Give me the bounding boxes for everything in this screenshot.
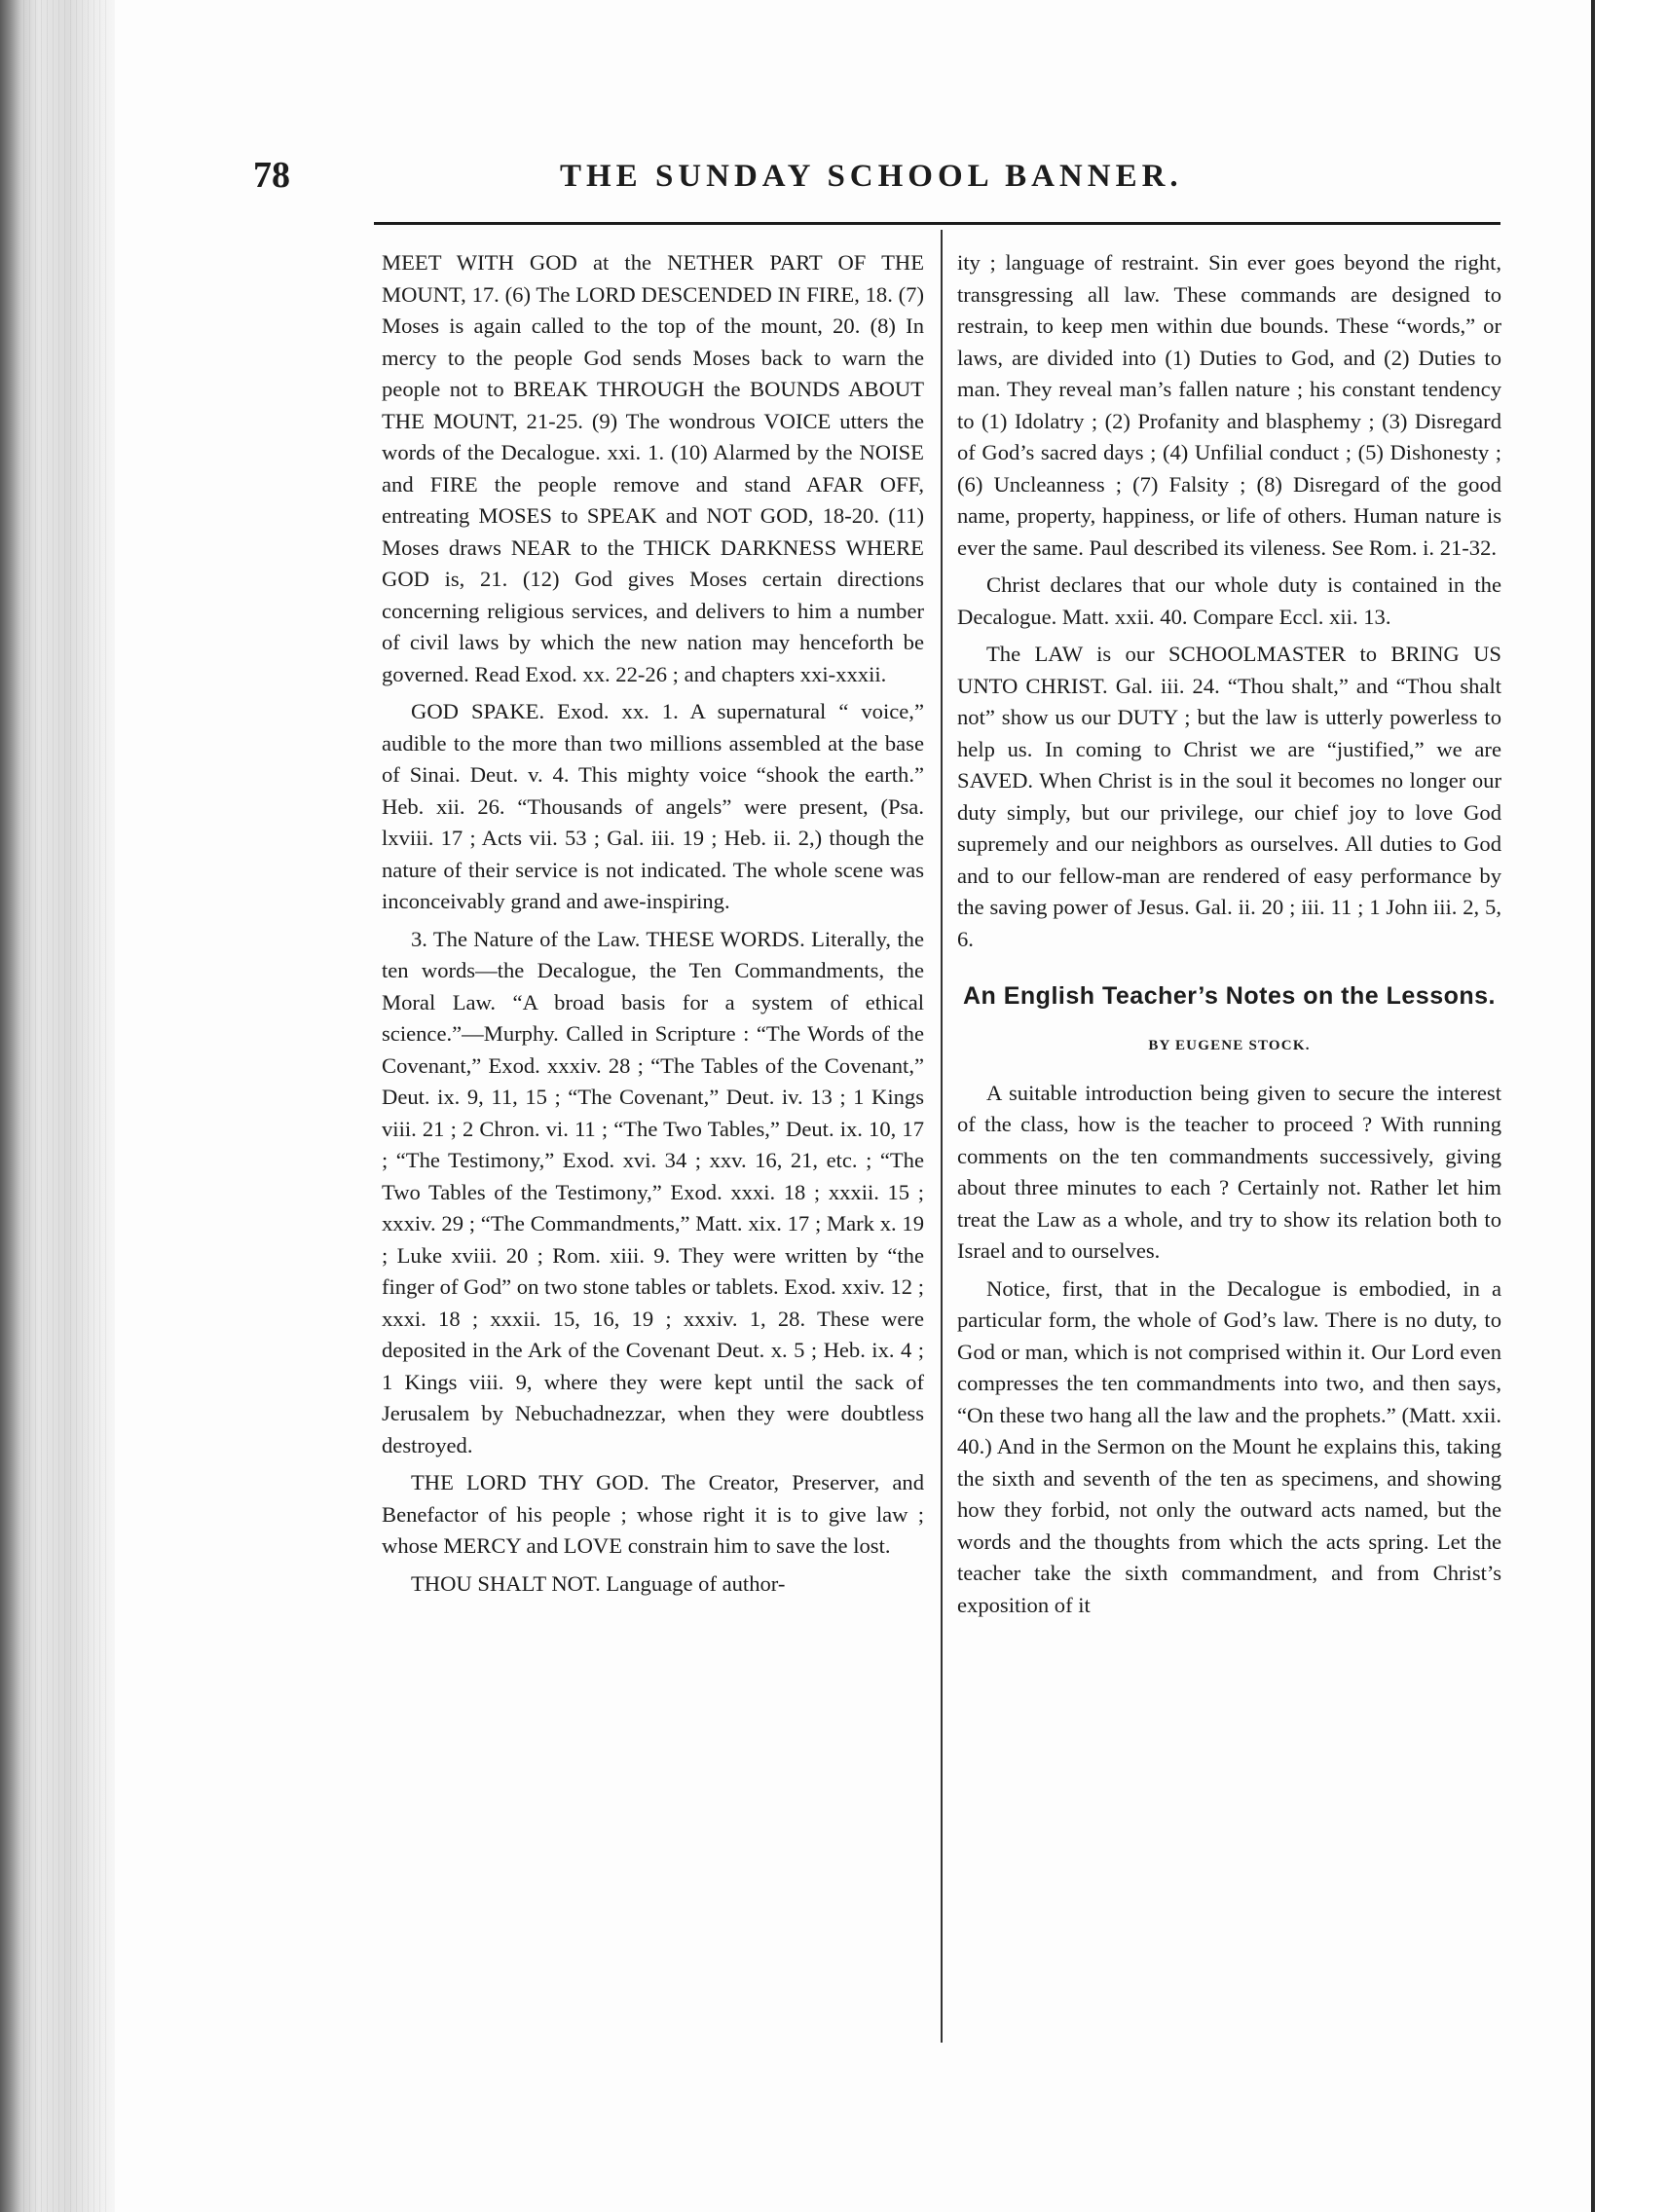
page-right-edge xyxy=(1591,0,1595,2212)
paragraph: THOU SHALT NOT. Language of author- xyxy=(411,1570,786,1596)
paragraph: The LAW is our SCHOOLMASTER to BRING US UNTO CHRIST. Gal. iii. 24. “Thou shalt,” and “Thou shalt not” show us our DUTY ; but the law is utterly powerless to help us. In coming to Christ we are “justified,” we are SAVED. When Christ is in the soul it becomes no longer our duty simply, but our privilege, our chief joy to love God supremely and our neighbors as ourselves. All duties to God and to our fellow-man are rendered of easy performance by the saving power of Jesus. Gal. ii. 20 ; iii. 11 ; 1 John iii. 2, 5, 6. xyxy=(957,642,1501,951)
paragraph: Christ declares that our whole duty is contained in the Decalogue. Matt. xxii. 40. Compare Eccl. xii. 13. xyxy=(957,572,1501,629)
article-title: An English Teacher’s Notes on the Lessons. xyxy=(962,982,1497,1010)
page-edges xyxy=(23,0,111,2212)
paragraph: THE LORD THY GOD. The Creator, Preserver, and Benefactor of his people ; whose right it is to give law ; whose MERCY and LOVE constrain him to save the lost. xyxy=(382,1470,924,1558)
book-spine xyxy=(0,0,115,2212)
right-column xyxy=(957,247,1501,1621)
paragraph: MEET WITH GOD at the NETHER PART OF THE MOUNT, 17. (6) The LORD DESCENDED IN FIRE, 18. (7) Moses is again called to the top of the mount, 20. (8) In mercy to the people God sends Moses back to warn the people not to BREAK THROUGH the BOUNDS ABOUT THE MOUNT, 21-25. (9) The wondrous VOICE utters the words of the Decalogue. xxi. 1. (10) Alarmed by the NOISE and FIRE the people remove and stand AFAR OFF, entreating MOSES to SPEAK and NOT GOD, 18-20. (11) Moses draws NEAR to the THICK DARKNESS WHERE GOD is, 21. (12) God gives Moses certain directions concerning religious services, and delivers to him a number of civil laws by which the new nation may henceforth be governed. Read Exod. xx. 22-26 ; and chapters xxi-xxxii. xyxy=(382,250,924,686)
page-number: 78 xyxy=(253,155,290,196)
paragraph: 3. The Nature of the Law. THESE WORDS. Literally, the ten words—the Decalogue, the Ten Commandments, the Moral Law. “A broad basis for a system of ethical science.”—Murphy. Called in Scripture : “The Words of the Covenant,” Exod. xxxiv. 28 ; “The Tables of the Covenant,” Deut. ix. 9, 11, 15 ; “The Covenant,” Deut. iv. 13 ; 1 Kings viii. 21 ; 2 Chron. vi. 11 ; “The Two Tables,” Deut. ix. 10, 17 ; “The Testimony,” Exod. xvi. 34 ; xxv. 16, 21, etc. ; “The Two Tables of the Testimony,” Exod. xxxi. 18 ; xxxii. 15 ; xxxiv. 29 ; “The Commandments,” Matt. xix. 17 ; Mark x. 19 ; Luke xviii. 20 ; Rom. xiii. 9. They were written by “the finger of God” on two stone tables or tablets. Exod. xxiv. 12 ; xxxi. 18 ; xxxii. 15, 16, 19 ; xxxiv. 1, 28. These were deposited in the Ark of the Covenant Deut. x. 5 ; Heb. ix. 4 ; 1 Kings viii. 9, where they were kept until the sack of Jerusalem by Nebuchadnezzar, when they were doubtless destroyed. xyxy=(382,926,924,1457)
running-title: THE SUNDAY SCHOOL BANNER. xyxy=(560,159,1183,194)
paragraph: A suitable introduction being given to secure the interest of the class, how is the teacher to proceed ? With running comments on the ten commandments successively, giving about three minutes to each ? Certainly not. Rather let him treat the Law as a whole, and try to show its relation both to Israel and to ourselves. xyxy=(957,1080,1501,1263)
paragraph: ity ; language of restraint. Sin ever goes beyond the right, transgressing all law. These commands are designed to restrain, to keep men within due bounds. These “words,” or laws, are divided into (1) Duties to God, and (2) Duties to man. They reveal man’s fallen nature ; his constant tendency to (1) Idolatry ; (2) Profanity and blasphemy ; (3) Disregard of God’s sacred days ; (4) Unfilial conduct ; (5) Dishonesty ; (6) Uncleanness ; (7) Falsity ; (8) Disregard of the good name, property, happiness, or life of others. Human nature is ever the same. Paul described its vileness. See Rom. i. 21-32. xyxy=(957,250,1501,560)
left-column xyxy=(382,247,924,1600)
header-rule xyxy=(374,222,1500,225)
paragraph: Notice, first, that in the Decalogue is embodied, in a particular form, the whole of God’s law. There is no duty, to God or man, which is not comprised within it. Our Lord even compresses the ten commandments into two, and then says, “On these two hang all the law and the prophets.” (Matt. xxii. 40.) And in the Sermon on the Mount he explains this, taking the sixth and seventh of the ten as specimens, and showing how they forbid, not only the outward acts named, but the words and the thoughts from which the acts spring. Let the teacher take the sixth commandment, and from Christ’s exposition of it xyxy=(957,1275,1501,1617)
byline: BY EUGENE STOCK. xyxy=(1148,1038,1311,1053)
column-divider xyxy=(941,230,943,2043)
paragraph: GOD SPAKE. Exod. xx. 1. A supernatural “ voice,” audible to the more than two millions assembled at the base of Sinai. Deut. v. 4. This mighty voice “shook the earth.” Heb. xii. 26. “Thousands of angels” were present, (Psa. lxviii. 17 ; Acts vii. 53 ; Gal. iii. 19 ; Heb. ii. 2,) though the nature of their service is not indicated. The whole scene was inconceivably grand and awe-inspiring. xyxy=(382,699,924,913)
